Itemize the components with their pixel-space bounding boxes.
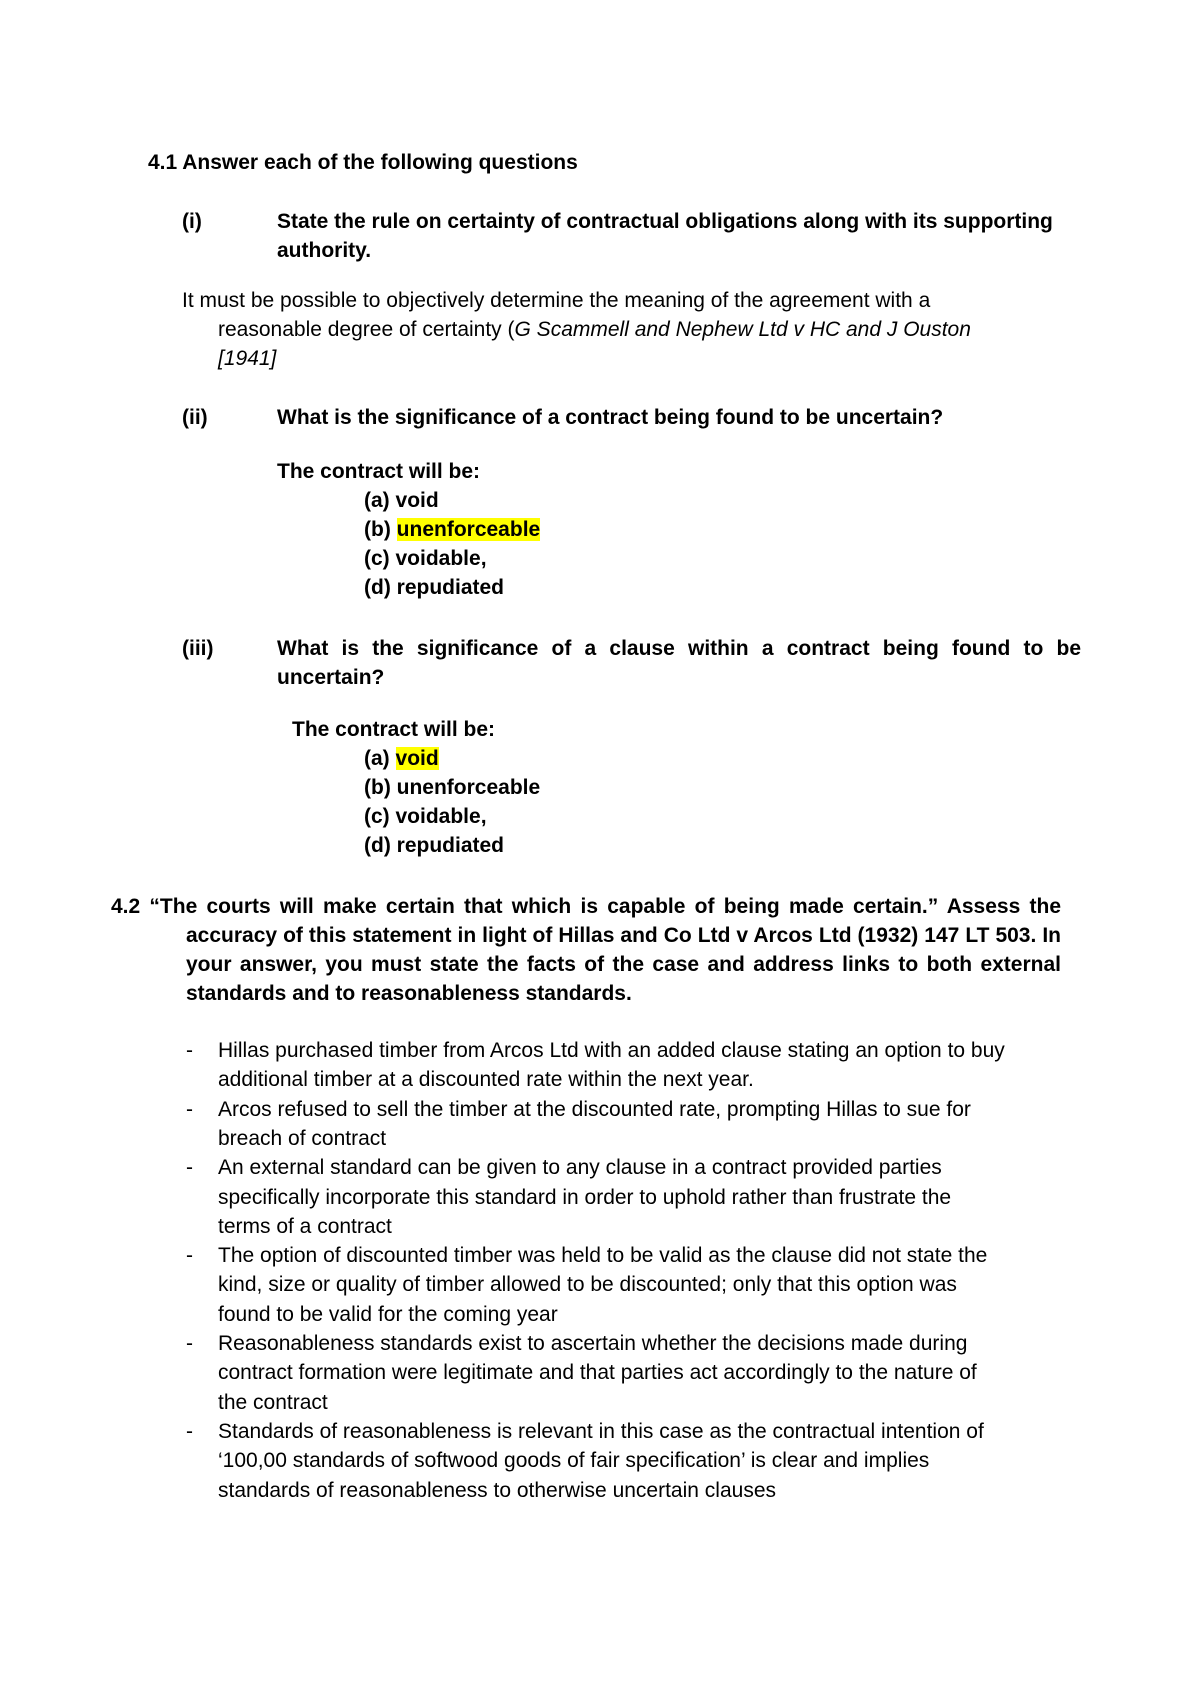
bullet-dash: - <box>186 1039 193 1062</box>
q1-answer-line2-prefix: reasonable degree of certainty ( <box>218 318 515 341</box>
q2-option-b-label: (b) <box>364 518 391 541</box>
bullet-line: breach of contract <box>218 1126 387 1150</box>
bullet-line: the contract <box>218 1390 328 1414</box>
q2-option-a <box>364 486 439 515</box>
bullet-line: kind, size or quality of timber allowed to be discounted; only that this option was <box>218 1273 957 1297</box>
q2-option-a-text: void <box>395 489 439 512</box>
case-citation: G Scammell and Nephew Ltd v HC and J Ouston <box>514 318 971 341</box>
bullet-line: Reasonableness standards exist to ascertain whether the decisions made during <box>218 1332 968 1355</box>
q2-numeral: (ii) <box>182 406 208 429</box>
bullet-line: found to be valid for the coming year <box>218 1302 558 1326</box>
section-4-2-line1: 4.2 “The courts will make certain that which is capable of being made certain.” Assess the <box>111 895 1061 918</box>
q1-answer-line1: It must be possible to objectively determine the meaning of the agreement with a <box>182 289 931 312</box>
bullet-line: terms of a contract <box>218 1214 392 1238</box>
q3-option-a-label: (a) <box>364 747 390 770</box>
q3-lead: The contract will be: <box>292 718 496 741</box>
q1-numeral: (i) <box>182 210 202 233</box>
q3-option-d: (d) repudiated <box>364 834 504 857</box>
bullet-line: An external standard can be given to any clause in a contract provided parties <box>218 1156 942 1180</box>
bullet-dash: - <box>186 1244 193 1268</box>
q3-option-c: (c) voidable, <box>364 805 487 828</box>
q3-option-a <box>364 744 439 773</box>
bullet-line: ‘100,00 standards of softwood goods of fair specification’ is clear and implies <box>218 1449 930 1473</box>
q3-question-line1: What is the significance of a clause within a contract being found to be <box>277 637 1081 660</box>
q3-option-b: (b) unenforceable <box>364 776 541 799</box>
q2-lead: The contract will be: <box>277 460 481 483</box>
q3-question-line2: uncertain? <box>277 666 385 689</box>
section-4-2-line4: standards and to reasonableness standards. <box>186 982 632 1005</box>
bullet-line: The option of discounted timber was held to be valid as the clause did not state the <box>218 1244 988 1268</box>
bullet-line: Hillas purchased timber from Arcos Ltd with an added clause stating an option to buy <box>218 1039 1005 1062</box>
bullet-line: Arcos refused to sell the timber at the discounted rate, prompting Hillas to sue for <box>218 1097 971 1121</box>
q2-option-b-highlighted: unenforceable <box>396 518 541 541</box>
section-4-2-line3: your answer, you must state the facts of the case and address links to both external <box>186 953 1061 976</box>
bullet-dash: - <box>186 1097 193 1121</box>
bullet-line: additional timber at a discounted rate within the next year. <box>218 1068 754 1092</box>
bullet-line: contract formation were legitimate and that parties act accordingly to the nature of <box>218 1361 977 1385</box>
q2-question: What is the significance of a contract being found to be uncertain? <box>277 406 944 429</box>
bullet-line: specifically incorporate this standard in order to uphold rather than frustrate the <box>218 1185 952 1209</box>
q1-answer-line2 <box>218 315 971 344</box>
q2-option-c: (c) voidable, <box>364 547 487 570</box>
bullet-dash: - <box>186 1419 193 1443</box>
q3-numeral: (iii) <box>182 637 214 660</box>
q2-option-d: (d) repudiated <box>364 576 504 599</box>
q3-option-a-highlighted: void <box>395 747 439 770</box>
q1-question-line1: State the rule on certainty of contractual obligations along with its supporting <box>277 210 1053 233</box>
q1-question-line2: authority. <box>277 239 372 262</box>
bullet-line: standards of reasonableness to otherwise uncertain clauses <box>218 1478 776 1502</box>
q1-answer-line3: [1941] <box>218 347 277 370</box>
bullet-line: Standards of reasonableness is relevant in this case as the contractual intention of <box>218 1419 984 1443</box>
section-4-2-line2: accuracy of this statement in light of Hillas and Co Ltd v Arcos Ltd (1932) 147 LT 503. In <box>186 924 1061 947</box>
bullet-dash: - <box>186 1332 193 1355</box>
q2-option-b <box>364 515 540 544</box>
q2-option-a-label: (a) <box>364 489 390 512</box>
section-4-1-heading: 4.1 Answer each of the following questions <box>148 151 578 174</box>
bullet-dash: - <box>186 1156 193 1180</box>
